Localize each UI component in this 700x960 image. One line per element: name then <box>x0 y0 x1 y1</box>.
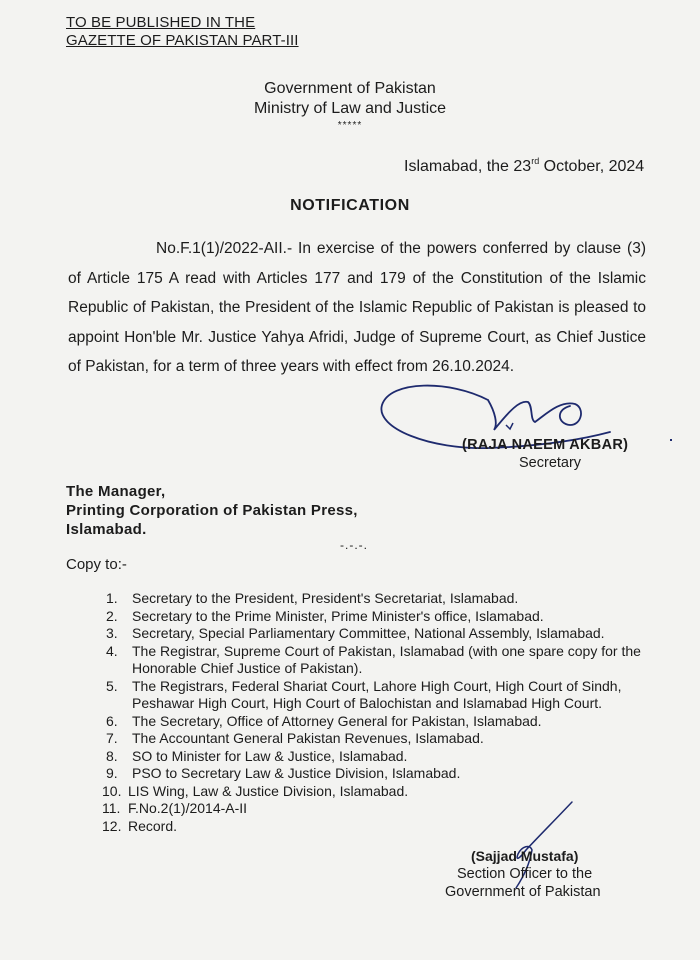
section-officer-role-line-1: Section Officer to the <box>457 866 593 882</box>
ministry-name: Ministry of Law and Justice <box>253 100 447 117</box>
list-item-number: 6. <box>106 712 118 729</box>
list-item-number: 2. <box>106 607 118 624</box>
body-text: No.F.1(1)/2022-AII.- In exercise of the powers conferred by clause (3) of Article 175 A read with Articles 177 and 179 of the Constitution of the Islamic Republic of Pakistan, the President of the Islamic Republic of Pakistan is pleased to appoint Hon'ble Mr. Justice Yahya Afridi, Judge of Supreme Court, as Chief Justice of Pakistan, for a term of three years with effect from 26.10.2024. <box>68 240 646 375</box>
list-item-text: F.No.2(1)/2014-A-II <box>128 800 248 816</box>
list-item-number: 4. <box>106 642 118 659</box>
gazette-line-2: GAZETTE OF PAKISTAN PART-III <box>66 32 299 49</box>
list-item-number: 7. <box>106 730 118 746</box>
notification-body <box>68 234 646 382</box>
section-officer-name: (Sajjad Mustafa) <box>471 848 579 864</box>
list-item <box>106 608 666 626</box>
address-line-2: Printing Corporation of Pakistan Press, <box>66 502 358 519</box>
section-officer-role-line-2: Government of Pakistan <box>445 884 601 900</box>
list-item-text: Record. <box>128 817 178 834</box>
list-item-number: 11. <box>102 800 121 816</box>
list-item-text: The Registrar, Supreme Court of Pakistan, Islamabad (with one spare copy for the Honorable Chief Justice of Pakistan). <box>132 642 641 676</box>
list-item-text: PSO to Secretary Law & Justice Division, Islamabad. <box>132 765 461 781</box>
list-item-number: 10. <box>102 782 122 799</box>
list-item <box>106 713 666 731</box>
list-item-number: 12. <box>102 817 122 834</box>
address-line-1: The Manager, <box>66 483 166 500</box>
dateline-rest: October, 2024 <box>539 158 645 175</box>
copy-to-label: Copy to:- <box>66 556 127 573</box>
list-item-text: The Secretary, Office of Attorney General for Pakistan, Islamabad. <box>132 712 542 729</box>
list-item-number: 9. <box>106 765 118 781</box>
list-item-number: 3. <box>106 625 118 641</box>
list-item <box>106 625 666 643</box>
list-item-text: Secretary to the Prime Minister, Prime Minister's office, Islamabad. <box>132 607 544 624</box>
list-item <box>102 782 666 801</box>
recipient-address <box>66 482 358 539</box>
dateline <box>404 156 644 176</box>
list-item-text: Secretary to the President, President's Secretariat, Islamabad. <box>132 590 519 606</box>
gazette-heading <box>66 14 299 50</box>
address-line-3: Islamabad. <box>66 521 147 538</box>
signatory-name: (RAJA NAEEM AKBAR) <box>462 437 629 453</box>
list-item-text: The Accountant General Pakistan Revenues, Islamabad. <box>132 730 484 746</box>
separator-stars: ***** <box>337 120 363 131</box>
dateline-ordinal: rd <box>531 156 540 166</box>
list-item <box>106 643 666 678</box>
list-item <box>106 730 666 748</box>
government-name: Government of Pakistan <box>264 80 436 97</box>
list-item-number: 5. <box>106 677 118 694</box>
list-item <box>106 590 666 608</box>
document-title: NOTIFICATION <box>290 197 410 214</box>
list-item <box>106 678 666 713</box>
list-item <box>106 765 666 783</box>
list-item-text: SO to Minister for Law & Justice, Islamabad. <box>132 747 408 764</box>
list-item-text: Secretary, Special Parliamentary Committee, National Assembly, Islamabad. <box>132 625 605 641</box>
separator-dashes: -.-.-. <box>340 538 368 552</box>
list-item-text: The Registrars, Federal Shariat Court, Lahore High Court, High Court of Sindh, Peshawar High Court, High Court of Balochistan and Islamabad High Court. <box>132 677 622 711</box>
list-item <box>106 748 666 766</box>
gazette-line-1: TO BE PUBLISHED IN THE <box>66 14 256 31</box>
dateline-prefix: Islamabad, the 23 <box>404 158 532 175</box>
list-item-number: 8. <box>106 747 118 764</box>
list-item-number: 1. <box>106 590 118 606</box>
signatory-role: Secretary <box>519 455 582 471</box>
list-item-text: LIS Wing, Law & Justice Division, Islamabad. <box>128 782 409 799</box>
copy-list <box>102 590 666 835</box>
